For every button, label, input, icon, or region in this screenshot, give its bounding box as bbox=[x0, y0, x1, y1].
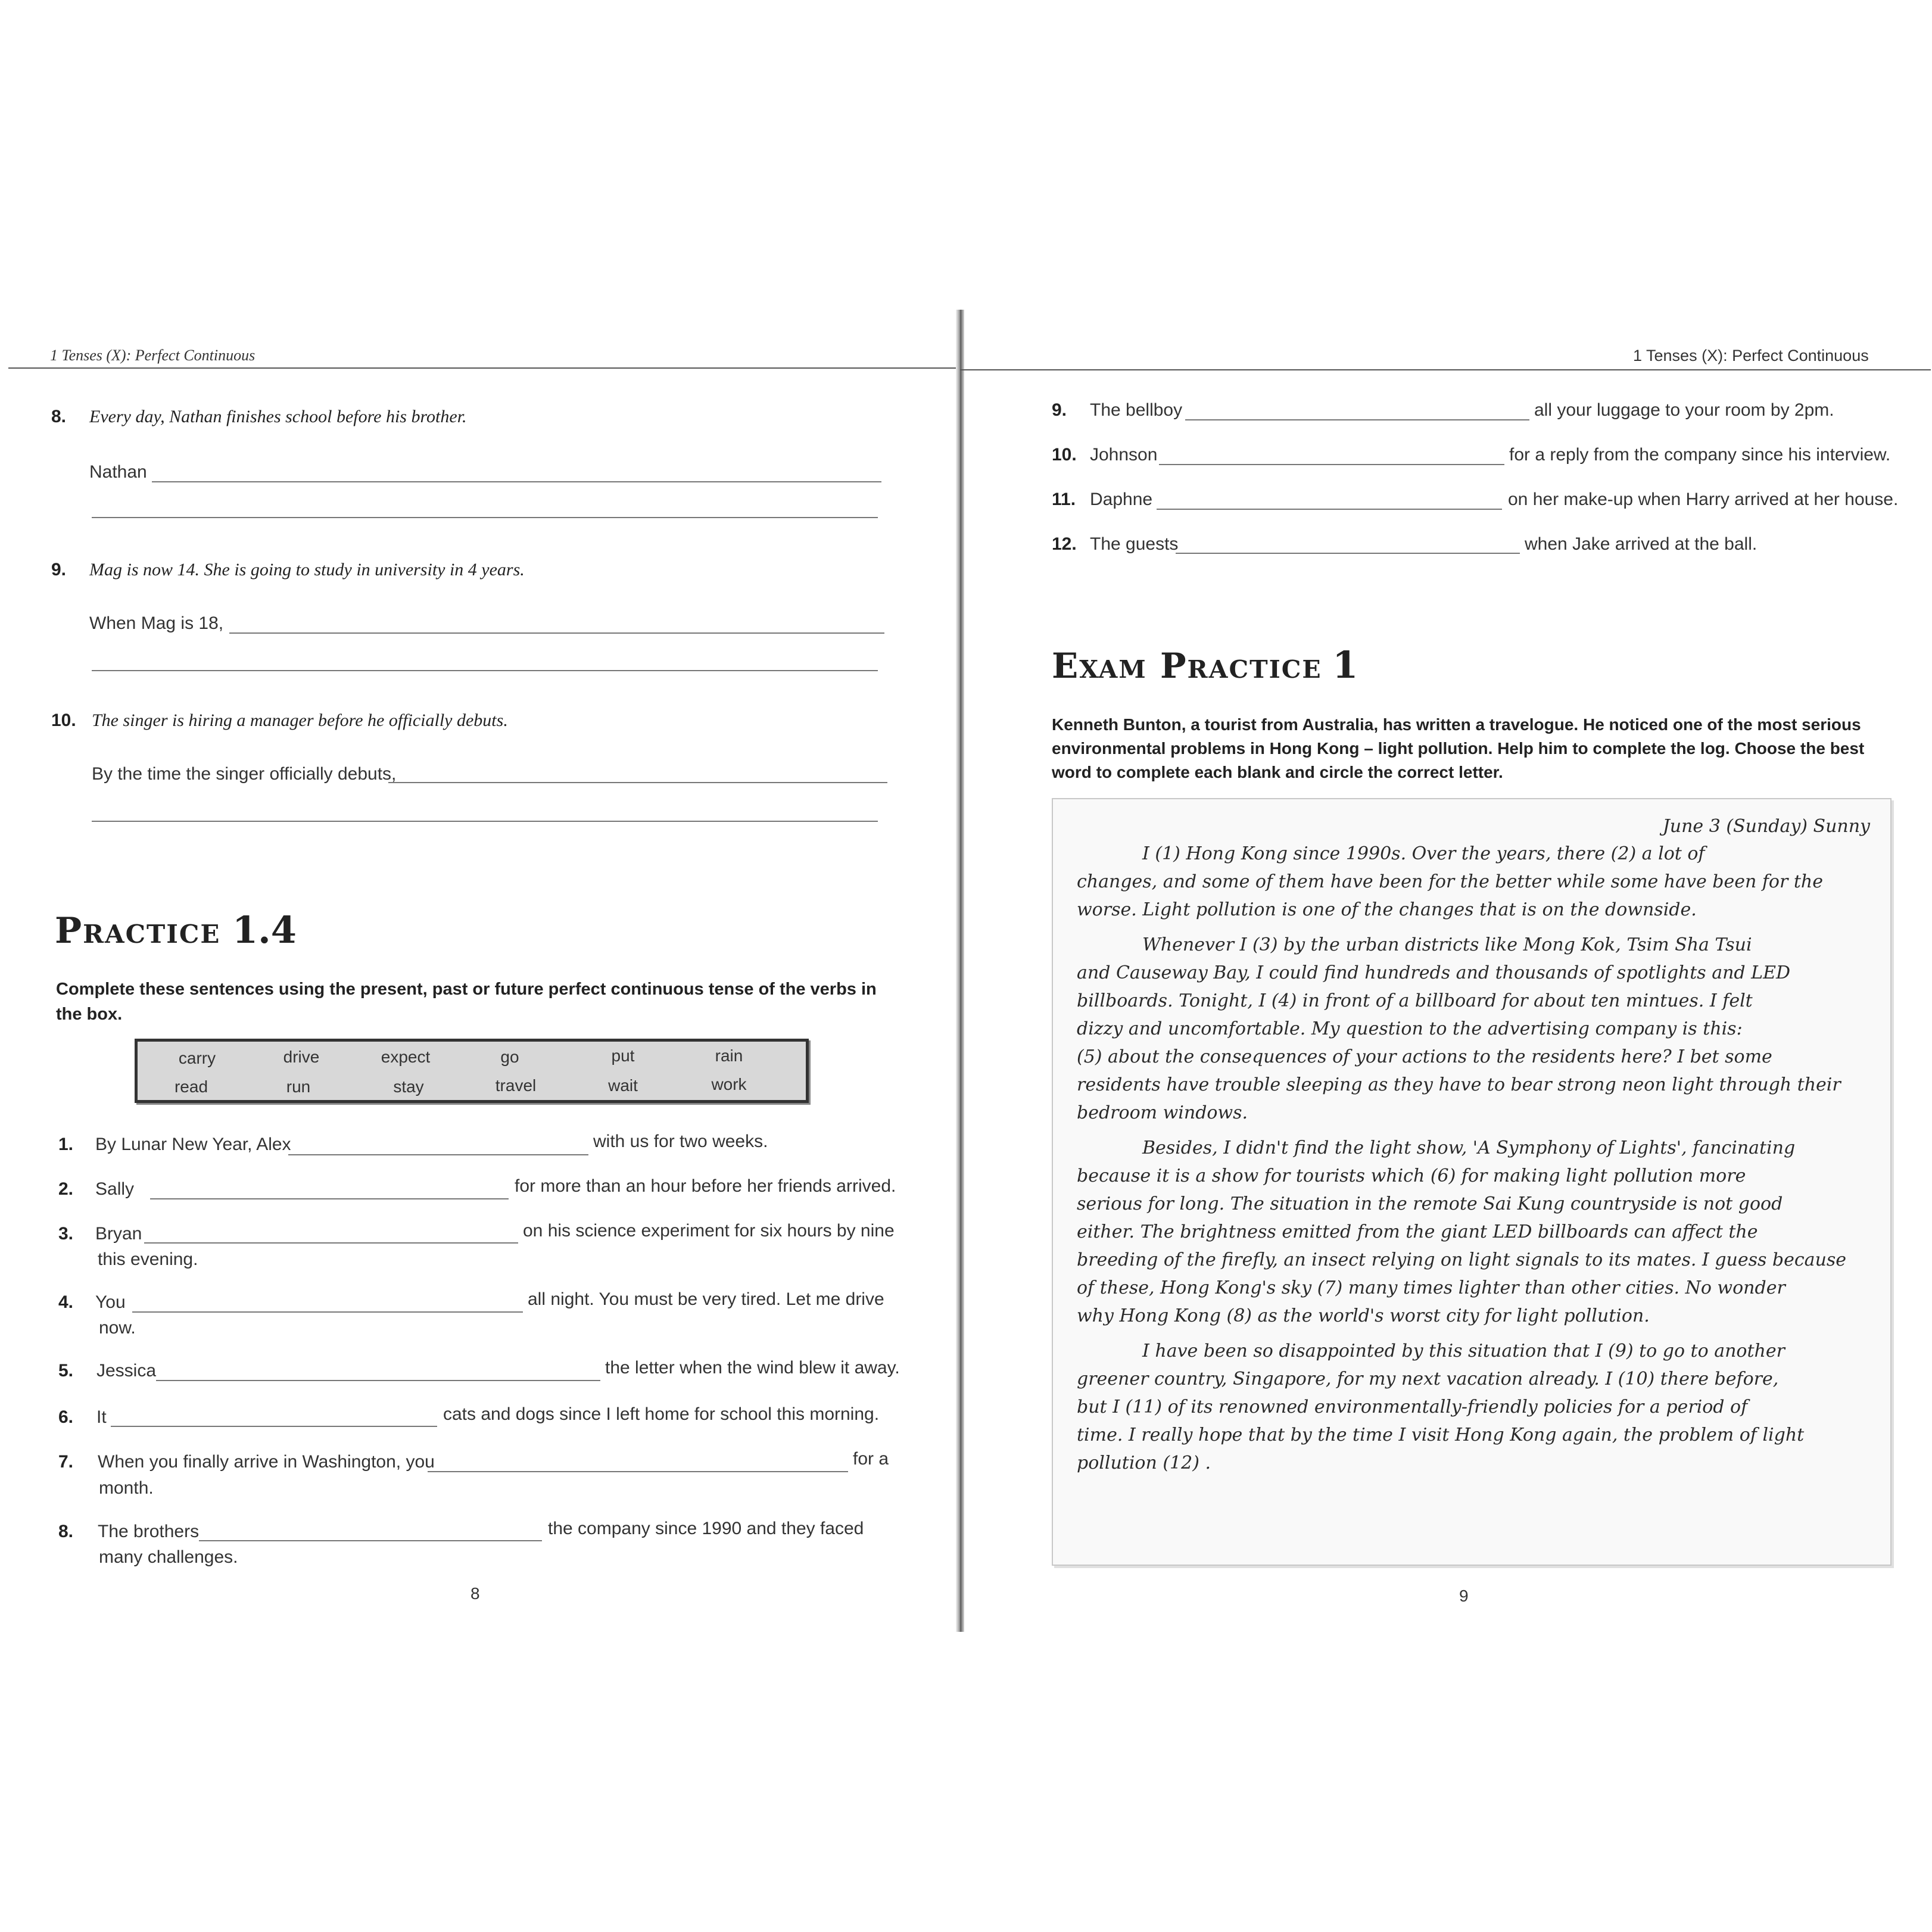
item-text: for more than an hour before her friends arrived. bbox=[515, 1176, 896, 1196]
box-word: run bbox=[286, 1077, 311, 1096]
header-rule bbox=[960, 369, 1931, 370]
item-text: for a reply from the company since his interview. bbox=[1509, 445, 1891, 465]
item-number: 4. bbox=[58, 1292, 74, 1312]
item-text: Daphne bbox=[1090, 490, 1153, 509]
item-text: month. bbox=[99, 1478, 154, 1498]
item-text: The guests bbox=[1090, 534, 1179, 554]
exam-number: 1 bbox=[1332, 643, 1358, 687]
item-text: Sally bbox=[95, 1179, 135, 1199]
rewrite-prompt: The singer is hiring a manager before he officially debuts. bbox=[92, 711, 508, 730]
item-text: all night. You must be very tired. Let me drive bbox=[528, 1289, 884, 1309]
practice-title bbox=[55, 908, 297, 952]
box-word: stay bbox=[393, 1077, 424, 1096]
log-line: Besides, I didn't find the light show, 'A Symphony of Lights', fancinating bbox=[1142, 1138, 1796, 1158]
item-text: many challenges. bbox=[99, 1547, 238, 1567]
log-date: June 3 (Sunday) Sunny bbox=[1662, 816, 1870, 837]
answer-blank[interactable] bbox=[156, 1380, 600, 1381]
rewrite-starter: When Mag is 18, bbox=[89, 613, 224, 633]
item-text: on his science experiment for six hours by nine bbox=[523, 1221, 895, 1241]
page-number: 9 bbox=[1459, 1587, 1469, 1605]
answer-blank[interactable] bbox=[132, 1311, 523, 1313]
log-line: worse. Light pollution is one of the changes that is on the downside. bbox=[1077, 899, 1697, 920]
item-text: on her make-up when Harry arrived at her house. bbox=[1508, 490, 1899, 509]
item-number: 9. bbox=[51, 560, 67, 579]
answer-blank[interactable] bbox=[111, 1426, 437, 1427]
practice-instruction: Complete these sentences using the present, past or future perfect continuous tense of the verbs in the box. bbox=[56, 980, 877, 1024]
box-word: go bbox=[500, 1048, 519, 1066]
answer-blank[interactable] bbox=[1176, 553, 1520, 554]
answer-blank[interactable] bbox=[199, 1540, 542, 1541]
box-word: wait bbox=[608, 1076, 638, 1095]
answer-blank[interactable] bbox=[1159, 464, 1504, 465]
item-text: with us for two weeks. bbox=[593, 1132, 768, 1151]
answer-blank[interactable] bbox=[388, 782, 887, 783]
item-number: 8. bbox=[58, 1522, 74, 1541]
log-line: because it is a show for tourists which (6) for making light pollution more bbox=[1077, 1166, 1746, 1186]
answer-blank[interactable] bbox=[1157, 509, 1502, 510]
log-body bbox=[1077, 840, 1875, 1477]
log-line: (5) about the consequences of your actions to the residents here? I bet some bbox=[1077, 1046, 1772, 1067]
item-number: 6. bbox=[58, 1407, 74, 1427]
item-text: all your luggage to your room by 2pm. bbox=[1534, 400, 1834, 420]
log-line: why Hong Kong (8) as the world's worst city for light pollution. bbox=[1077, 1305, 1650, 1326]
answer-blank[interactable] bbox=[92, 670, 878, 671]
item-text: cats and dogs since I left home for school this morning. bbox=[443, 1404, 880, 1424]
item-text: the company since 1990 and they faced bbox=[548, 1519, 864, 1538]
log-line: either. The brightness emitted from the giant LED billboards can affect the bbox=[1077, 1221, 1758, 1242]
box-word: carry bbox=[178, 1049, 216, 1067]
box-word: travel bbox=[495, 1076, 537, 1095]
item-number: 2. bbox=[58, 1179, 74, 1199]
answer-blank[interactable] bbox=[92, 517, 878, 518]
running-header: 1 Tenses (X): Perfect Continuous bbox=[1633, 347, 1869, 364]
log-line: dizzy and uncomfortable. My question to the advertising company is this: bbox=[1077, 1018, 1743, 1039]
item-text: You bbox=[95, 1292, 126, 1312]
header-rule bbox=[8, 367, 960, 369]
item-text: Jessica bbox=[96, 1361, 157, 1381]
item-text: when Jake arrived at the ball. bbox=[1525, 534, 1758, 554]
item-text: By Lunar New Year, Alex bbox=[95, 1135, 291, 1154]
answer-blank[interactable] bbox=[288, 1154, 588, 1155]
item-text: The bellboy bbox=[1090, 400, 1183, 420]
box-word: read bbox=[174, 1077, 208, 1096]
rewrite-prompt: Mag is now 14. She is going to study in university in 4 years. bbox=[89, 560, 525, 579]
log-line: serious for long. The situation in the remote Sai Kung countryside is not good bbox=[1077, 1194, 1783, 1214]
item-number: 10. bbox=[1052, 445, 1077, 465]
item-text: When you finally arrive in Washington, you bbox=[98, 1452, 435, 1472]
item-number: 7. bbox=[58, 1452, 74, 1472]
running-header: 1 Tenses (X): Perfect Continuous bbox=[50, 347, 255, 364]
item-text: It bbox=[96, 1407, 107, 1427]
log-line: breeding of the firefly, an insect relying on light signals to its mates. I guess because bbox=[1077, 1249, 1847, 1270]
item-number: 10. bbox=[51, 711, 76, 730]
answer-blank[interactable] bbox=[150, 1198, 509, 1199]
answer-blank[interactable] bbox=[92, 821, 878, 822]
exam-practice-title bbox=[1052, 643, 1358, 687]
item-number: 5. bbox=[58, 1361, 74, 1381]
travelogue-box bbox=[1052, 798, 1892, 1566]
box-word: expect bbox=[381, 1048, 431, 1066]
log-line: time. I really hope that by the time I visit Hong Kong again, the problem of light bbox=[1077, 1425, 1805, 1445]
item-number: 1. bbox=[58, 1135, 74, 1154]
practice-title-text: Practice bbox=[55, 910, 221, 952]
item-text: for a bbox=[853, 1449, 889, 1469]
answer-blank[interactable] bbox=[229, 632, 884, 634]
answer-blank[interactable] bbox=[428, 1471, 848, 1472]
box-word: put bbox=[611, 1046, 635, 1065]
log-line: and Causeway Bay, I could find hundreds and thousands of spotlights and LED bbox=[1077, 962, 1791, 983]
log-line: pollution (12) . bbox=[1077, 1453, 1211, 1473]
item-number: 9. bbox=[1052, 400, 1067, 420]
item-text: Johnson bbox=[1090, 445, 1158, 465]
box-word: rain bbox=[715, 1046, 743, 1065]
log-line: greener country, Singapore, for my next vacation already. I (10) there before, bbox=[1077, 1369, 1779, 1389]
item-text: the letter when the wind blew it away. bbox=[605, 1358, 900, 1378]
log-line: I have been so disappointed by this situation that I (9) to go to another bbox=[1142, 1341, 1785, 1361]
exam-title-text: Exam Practice bbox=[1052, 646, 1322, 686]
answer-blank[interactable] bbox=[1185, 419, 1529, 420]
log-line: I (1) Hong Kong since 1990s. Over the years, there (2) a lot of bbox=[1142, 843, 1705, 864]
log-line: billboards. Tonight, I (4) in front of a billboard for about ten mintues. I felt bbox=[1077, 990, 1753, 1011]
verb-word-box bbox=[135, 1039, 809, 1103]
item-text: Bryan bbox=[95, 1224, 142, 1244]
rewrite-starter: By the time the singer officially debuts, bbox=[92, 764, 397, 784]
left-page bbox=[0, 310, 960, 1632]
item-number: 11. bbox=[1052, 490, 1076, 509]
rewrite-prompt: Every day, Nathan finishes school before his brother. bbox=[89, 407, 467, 426]
box-word: work bbox=[711, 1075, 747, 1093]
item-text: this evening. bbox=[98, 1249, 198, 1269]
practice-number: 1.4 bbox=[232, 908, 297, 952]
item-text: now. bbox=[99, 1318, 136, 1338]
log-line: bedroom windows. bbox=[1077, 1102, 1248, 1123]
box-word: drive bbox=[283, 1048, 320, 1066]
log-line: Whenever I (3) by the urban districts like Mong Kok, Tsim Sha Tsui bbox=[1142, 934, 1752, 955]
answer-blank[interactable] bbox=[152, 481, 881, 482]
exam-instruction: Kenneth Bunton, a tourist from Australia, has written a travelogue. He noticed one of the most serious environmental problems in Hong Kong – light pollution. Help him to complete the log. Choose the best word to complete each blank and circle the correct letter. bbox=[1052, 715, 1865, 781]
right-page bbox=[960, 310, 1932, 1632]
log-line: residents have trouble sleeping as they have to bear strong neon light through their bbox=[1077, 1074, 1841, 1095]
answer-blank[interactable] bbox=[144, 1242, 518, 1244]
log-line: changes, and some of them have been for the better while some have been for the bbox=[1077, 871, 1823, 892]
log-line: of these, Hong Kong's sky (7) many times lighter than other cities. No wonder bbox=[1077, 1277, 1785, 1298]
item-text: The brothers bbox=[98, 1522, 200, 1541]
page-number: 8 bbox=[470, 1584, 480, 1603]
item-number: 3. bbox=[58, 1224, 74, 1244]
log-line: but I (11) of its renowned environmentally-friendly policies for a period of bbox=[1077, 1397, 1748, 1417]
item-number: 12. bbox=[1052, 534, 1077, 554]
item-number: 8. bbox=[51, 407, 67, 426]
rewrite-starter: Nathan bbox=[89, 462, 147, 482]
